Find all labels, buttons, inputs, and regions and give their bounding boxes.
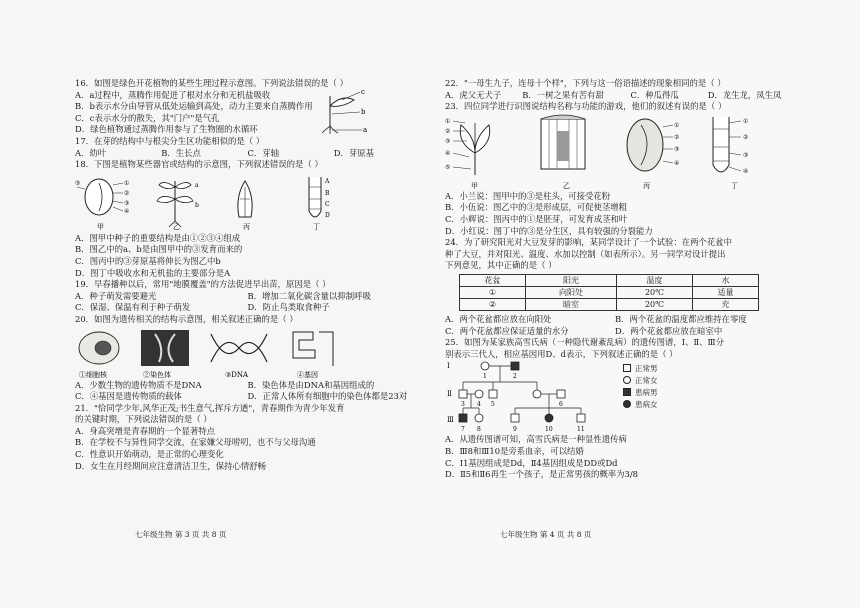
q19-stem: 19．早春播种以后，常用"地膜覆盖"的方法促进早出苗，原因是（ ） xyxy=(75,279,331,290)
svg-text:①: ① xyxy=(445,117,451,125)
q18-label-a: a xyxy=(195,181,199,189)
q16-option-c: C．c表示水分的散失，其"门户"是气孔 xyxy=(75,112,220,123)
q18-label-2: ② xyxy=(124,189,130,197)
q25-num-8: 8 xyxy=(477,426,481,434)
q19-option-b: B．增加二氧化碳含量以抑制呼吸 xyxy=(247,290,371,301)
q16-label-c: c xyxy=(361,87,365,96)
q23-option-a: A．小兰说：图甲中的③是柱头，可接受花粉 xyxy=(445,190,611,201)
q23-stem: 23．四位同学进行识图说结构名称与功能的游戏，他们的叙述有误的是（ ） xyxy=(445,101,727,112)
q24-table-header xyxy=(460,274,759,286)
q25-num-10: 10 xyxy=(545,426,553,434)
q18-label-3: ③ xyxy=(124,199,130,207)
q25-gen-II: Ⅱ xyxy=(447,390,452,399)
q20-name-1: ①细胞核 xyxy=(79,370,107,379)
q24-option-b: B．两个花盆的温度都应维持在零度 xyxy=(615,313,747,324)
right-column xyxy=(445,78,785,481)
q16-option-b: B．b表示水分由导管从低处运输到高处，动力主要来自蒸腾作用 xyxy=(75,101,313,112)
left-column xyxy=(75,78,420,472)
q24-cell: ① xyxy=(460,286,526,298)
q18-option-d: D．图丁中吸收水和无机盐的主要部分是A xyxy=(75,267,231,278)
q19-option-c: C．保湿、保温有利于种子萌发 xyxy=(75,302,191,313)
q19-option-a: A．种子萌发需要避光 xyxy=(75,290,157,301)
q20-name-3: ③DNA xyxy=(225,370,249,379)
q17-option-d: D．芽原基 xyxy=(333,147,374,158)
q21-option-a: A．身高突增是青春期的一个显著特点 xyxy=(75,425,216,436)
svg-text:②: ② xyxy=(674,133,680,141)
q18-label-A: A xyxy=(325,177,330,185)
q20-stem: 20．如图为遗传相关的结构示意图，相关叙述正确的是（ ） xyxy=(75,313,298,324)
left-page-footer: 七年级生物 第 3 页 共 8 页 xyxy=(135,530,227,539)
legend-label: 正常女 xyxy=(635,375,658,385)
q18-label-1: ① xyxy=(124,179,130,187)
q20-gene-figure xyxy=(293,332,333,366)
q25-num-7: 7 xyxy=(461,426,465,434)
q25-num-1: 1 xyxy=(483,373,487,381)
q20-option-c: C．④基因是遗传物质的载体 xyxy=(75,391,182,402)
q23-seed-figure xyxy=(627,119,679,190)
legend-label: 患病男 xyxy=(635,387,658,397)
q17-option-c: C．芽轴 xyxy=(247,147,280,158)
q22-option-b: B．一树之果有苦有甜 xyxy=(522,89,604,100)
svg-text:③: ③ xyxy=(743,151,749,159)
question-17 xyxy=(75,136,420,159)
q18-label-b: b xyxy=(195,201,199,209)
q23-name-ding: 丁 xyxy=(731,181,738,190)
q23-option-b: B．小伍说：图乙中的③是形成层，可促使茎增粗 xyxy=(445,202,628,213)
svg-text:①: ① xyxy=(743,117,749,125)
q18-label-D: D xyxy=(325,211,330,219)
q24-table xyxy=(459,274,759,311)
q25-legend xyxy=(623,362,658,434)
q24-option-c: C．两个花盆都应保证适量的水分 xyxy=(445,325,569,336)
legend-affected-male xyxy=(623,386,658,398)
question-20 xyxy=(75,314,420,403)
q23-name-jia: 甲 xyxy=(471,181,478,190)
q23-name-yi: 乙 xyxy=(563,181,570,190)
q20-option-b: B．染色体是由DNA和基因组成的 xyxy=(247,379,375,390)
q22-stem: 22．"一母生九子，连母十个样"，下列与这一俗语描述的现象相同的是（ ） xyxy=(445,78,726,88)
q25-num-3: 3 xyxy=(461,401,465,409)
q18-label-C: C xyxy=(325,200,330,208)
question-19 xyxy=(75,279,420,314)
q18-figures xyxy=(75,173,375,233)
q20-option-a: A．少数生物的遗传物质不是DNA xyxy=(75,379,202,390)
q24-cell: 向阳处 xyxy=(525,286,616,298)
q18-option-c: C．图丙中的③芽原基将伸长为图乙中b xyxy=(75,255,221,266)
q24-stem-line3: 下列意见，其中正确的是（ ） xyxy=(445,260,557,271)
q24-table-row xyxy=(460,298,759,310)
svg-text:②: ② xyxy=(743,133,749,141)
q24-cell: 适量 xyxy=(692,286,758,298)
svg-text:②: ② xyxy=(445,127,451,135)
q24-header-cell: 阳光 xyxy=(525,274,616,286)
q23-flower-figure xyxy=(445,118,490,190)
legend-normal-female xyxy=(623,374,658,386)
q21-option-c: C．性意识开始萌动，是正常的心理变化 xyxy=(75,449,224,460)
circle-icon xyxy=(623,376,631,384)
q25-stem-line2: 别表示三代人，相应基因用D、d表示，下列叙述正确的是（ ） xyxy=(445,348,678,359)
q16-stem: 16．如图是绿色开花植物的某些生理过程示意图。下列说法错误的是（ ） xyxy=(75,78,348,88)
q18-option-b: B．图乙中的a、b是由图甲中的③发育而来的 xyxy=(75,244,243,255)
q25-option-c: C．Ⅰ1基因组成是Dd，Ⅱ4基因组成是DD或Dd xyxy=(445,457,618,468)
q24-cell: 充 xyxy=(692,298,758,310)
question-24 xyxy=(445,237,785,337)
question-16 xyxy=(75,78,420,136)
q18-label-5: ⑤ xyxy=(75,179,81,187)
q23-stem-figure xyxy=(541,115,585,190)
q24-header-cell: 温度 xyxy=(617,274,693,286)
q25-num-6: 6 xyxy=(559,401,563,409)
legend-normal-male xyxy=(623,362,658,374)
svg-text:①: ① xyxy=(674,121,680,129)
q25-gen-I: Ⅰ xyxy=(447,362,450,371)
q25-option-d: D．Ⅱ5和Ⅱ6再生一个孩子，是正常男孩的概率为3/8 xyxy=(445,469,638,480)
svg-text:④: ④ xyxy=(445,149,451,157)
svg-text:③: ③ xyxy=(674,145,680,153)
right-page-footer: 七年级生物 第 4 页 共 8 页 xyxy=(500,530,592,539)
q23-option-c: C．小辉说：图丙中的①是胚芽，可发育成茎和叶 xyxy=(445,213,628,224)
q25-num-4: 4 xyxy=(477,401,481,409)
q23-figures xyxy=(445,113,765,191)
q20-figures xyxy=(75,326,375,380)
q16-label-a: a xyxy=(363,125,368,134)
q18-seed-figure xyxy=(75,179,129,231)
q18-name-bing: 丙 xyxy=(243,222,250,231)
q24-cell: ② xyxy=(460,298,526,310)
q24-option-a: A．两个花盆都应放在向阳处 xyxy=(445,313,552,324)
q24-cell: 20℃ xyxy=(617,286,693,298)
q24-header-cell: 花盆 xyxy=(460,274,526,286)
q22-option-a: A．虎父无犬子 xyxy=(445,89,502,100)
q20-name-4: ④基因 xyxy=(297,370,318,379)
q24-cell: 20℃ xyxy=(617,298,693,310)
q20-dna-figure xyxy=(211,334,267,362)
q16-option-a: A．a过程中，蒸腾作用促进了根对水分和无机盐吸收 xyxy=(75,89,271,100)
question-21 xyxy=(75,403,420,473)
q23-root-figure xyxy=(713,117,748,190)
legend-affected-female xyxy=(623,398,658,410)
q25-num-11: 11 xyxy=(577,426,585,434)
q23-option-d: D．小红说：图丁中的③是分生区，具有较强的分裂能力 xyxy=(445,225,653,236)
q18-label-4: ④ xyxy=(124,207,130,215)
q25-option-a: A．从遗传图谱可知，高雪氏病是一种显性遗传病 xyxy=(445,434,627,445)
q18-stem: 18．下图是植物某些器官或结构的示意图，下列叙述错误的是（ ） xyxy=(75,159,323,170)
question-23 xyxy=(445,101,785,237)
svg-text:④: ④ xyxy=(743,167,749,175)
q16-label-b: b xyxy=(361,107,366,116)
q25-option-b: B．Ⅲ8和Ⅲ10是旁系血亲，可以结婚 xyxy=(445,445,584,456)
q17-option-a: A．幼叶 xyxy=(75,147,107,158)
q16-plant-figure xyxy=(320,86,370,136)
q18-name-jia: 甲 xyxy=(97,222,104,231)
q25-num-5: 5 xyxy=(491,401,495,409)
q20-nucleus-figure xyxy=(79,332,119,364)
q22-option-d: D．龙生龙，凤生凤 xyxy=(707,89,782,100)
q24-table-row xyxy=(460,286,759,298)
square-icon xyxy=(623,364,631,372)
q18-bud-figure xyxy=(238,181,252,231)
q25-num-2: 2 xyxy=(513,373,517,381)
q20-name-2: ②染色体 xyxy=(143,370,171,379)
svg-text:③: ③ xyxy=(445,137,451,145)
legend-label: 患病女 xyxy=(635,399,658,409)
q22-option-c: C．种瓜得瓜 xyxy=(630,89,679,100)
q24-stem-line1: 24．为了研究阳光对大豆发芽的影响，某同学设计了一个试验：在两个花盆中 xyxy=(445,237,733,248)
q25-num-9: 9 xyxy=(513,426,517,434)
q24-stem-line2: 种了大豆，并对阳光、温度、水加以控制（如表所示）。另一同学对设计提出 xyxy=(445,248,726,259)
q24-cell: 暗室 xyxy=(525,298,616,310)
q25-pedigree-chart xyxy=(445,360,615,434)
q17-option-b: B．生长点 xyxy=(161,147,201,158)
q21-option-b: B．在学校不与异性同学交流，在家嫌父母唠叨，也不与父母沟通 xyxy=(75,437,316,448)
q17-stem: 17．在芽的结构中与根尖分生区功能相似的是（ ） xyxy=(75,135,265,146)
q25-gen-III: Ⅲ xyxy=(447,416,454,425)
q21-option-d: D．女生在月经期间应注意清洁卫生，保持心情舒畅 xyxy=(75,460,266,471)
q18-root-figure xyxy=(309,177,330,231)
q18-name-yi: 乙 xyxy=(173,222,180,231)
question-22 xyxy=(445,78,785,101)
q23-name-bing: 丙 xyxy=(643,181,650,190)
q18-name-ding: 丁 xyxy=(313,222,320,231)
q18-seedling-figure xyxy=(157,181,199,231)
svg-text:④: ④ xyxy=(674,159,680,167)
filled-circle-icon xyxy=(623,400,631,408)
q18-label-B: B xyxy=(325,189,330,197)
q20-chromosome-figure xyxy=(141,330,189,366)
q21-stem-line2: 的关键时期，下列说法错误的是（ ） xyxy=(75,414,212,425)
question-25 xyxy=(445,337,785,481)
q24-option-d: D．两个花盆都应放在暗室中 xyxy=(615,325,723,336)
q19-option-d: D．防止鸟类取食种子 xyxy=(247,302,330,313)
svg-text:⑤: ⑤ xyxy=(445,163,451,171)
q16-option-d: D．绿色植物通过蒸腾作用参与了生物圈的水循环 xyxy=(75,124,258,135)
q18-option-a: A．图甲中种子的重要结构是由①②③④组成 xyxy=(75,232,241,243)
q24-header-cell: 水 xyxy=(692,274,758,286)
legend-label: 正常男 xyxy=(635,363,658,373)
q21-stem-line1: 21．"恰同学少年,风华正茂;书生意气,挥斥方遒"，青春期作为青少年发育 xyxy=(75,402,345,413)
question-18 xyxy=(75,159,420,279)
q25-stem-line1: 25．如图为某家族高雪氏病（一种隐代谢紊乱病）的遗传图谱，Ⅰ、Ⅱ、Ⅲ分 xyxy=(445,337,724,348)
q20-option-d: D．正常人体所有细胞中的染色体都是23对 xyxy=(247,391,408,402)
filled-square-icon xyxy=(623,388,631,396)
